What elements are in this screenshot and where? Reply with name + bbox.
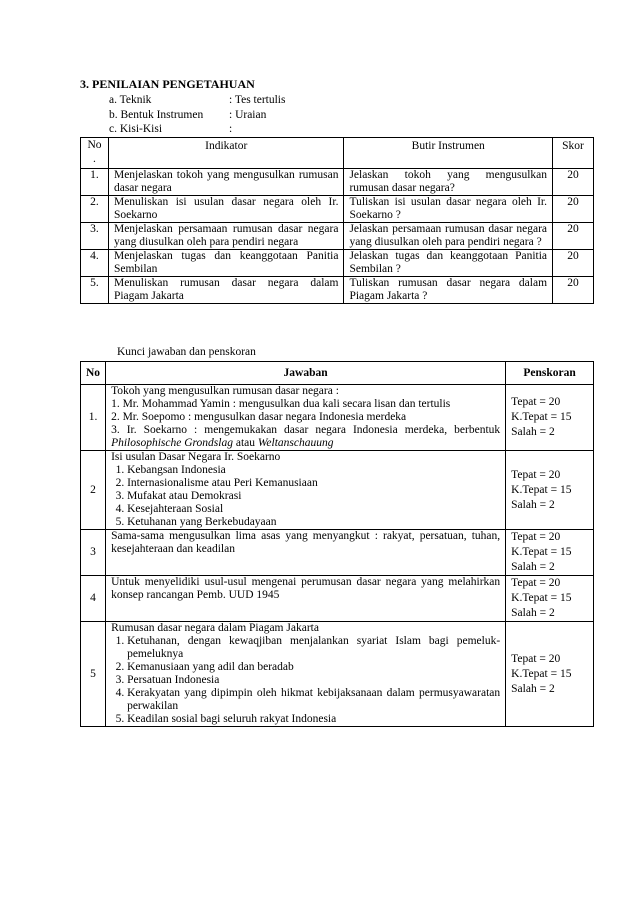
row-butir: Jelaskan tugas dan keanggotaan Panitia Sembilan ? [344,250,553,277]
row-no: 2. [81,196,109,223]
list-item: 2. Internasionalisme atau Peri Kemanusiaan [127,477,500,490]
score-ktepat: K.Tepat = 15 [511,483,572,496]
score-tepat: Tepat = 20 [511,577,561,589]
answer-line: 2. Mr. Soepomo : mengusulkan dasar negara Indonesia merdeka [111,411,407,423]
score-ktepat: K.Tepat = 15 [511,667,572,680]
answer-list [111,464,500,529]
header-no: No [81,362,106,385]
assessment-meta [109,93,285,137]
meta-kisi-kisi [109,122,285,137]
answer-line-text: 3. Ir. Soekarno : mengemukakan dasar negara Indonesia merdeka, berbentuk [111,424,501,436]
row-no: 5. [81,277,109,304]
row-no: 4. [81,250,109,277]
score-tepat: Tepat = 20 [511,468,561,481]
answer-lead: Tokoh yang mengusulkan rumusan dasar negara : [111,385,339,397]
list-item: 4. Kerakyatan yang dipimpin oleh hikmat kebijaksanaan dalam permusyawaratan perwakilan [127,687,500,713]
list-item: 4. Kesejahteraan Sosial [127,503,500,516]
row-penskoran [506,451,594,530]
table-row [81,451,594,530]
meta-teknik [109,93,285,108]
row-jawaban [106,530,506,576]
meta-key: c. Kisi-Kisi [109,123,163,135]
score-ktepat: K.Tepat = 15 [511,592,572,604]
row-indikator: Menuliskan rumusan dasar negara dalam Piagam Jakarta [108,277,343,304]
table-row [81,223,594,250]
answer-list [111,635,500,726]
kunci-jawaban-table [80,361,594,727]
row-butir: Tuliskan rumusan dasar negara dalam Piagam Jakarta ? [344,277,553,304]
row-no: 4 [81,576,106,622]
answer-text: Sama-sama mengusulkan lima asas yang menyangkut : rakyat, persatuan, tuhan, kesejahteraan dan keadilan [111,530,501,555]
score-ktepat: K.Tepat = 15 [511,411,572,423]
score-tepat: Tepat = 20 [511,652,561,665]
answer-text: Untuk menyelidiki usul-usul mengenai perumusan dasar negara yang melahirkan konsep rancangan Pemb. UUD 1945 [111,576,501,601]
table-header-row [81,138,594,169]
row-no: 2 [81,451,106,530]
row-penskoran [506,385,594,451]
score-salah: Salah = 2 [511,498,555,511]
list-item: 2. Kemanusiaan yang adil dan beradab [127,661,500,674]
meta-value: : [229,123,233,135]
row-indikator: Menuliskan isi usulan dasar negara oleh Ir. Soekarno [108,196,343,223]
row-indikator: Menjelaskan tokoh yang mengusulkan rumusan dasar negara [108,169,343,196]
table-row [81,576,594,622]
kisi-kisi-table [80,137,594,304]
row-indikator: Menjelaskan tugas dan keanggotaan Panitia Sembilan [108,250,343,277]
row-no: 1. [81,385,106,451]
list-item: 1. Ketuhanan, dengan kewaqjiban menjalankan syariat Islam bagi pemeluk-pemeluknya [127,635,500,661]
row-skor: 20 [553,196,594,223]
row-skor: 20 [553,223,594,250]
row-penskoran [506,622,594,727]
score-tepat: Tepat = 20 [511,531,561,543]
row-indikator: Menjelaskan persamaan rumusan dasar negara yang diusulkan oleh para pendiri negara [108,223,343,250]
list-item: 1. Kebangsan Indonesia [127,464,500,477]
row-butir: Tuliskan isi usulan dasar negara oleh Ir. Soekarno ? [344,196,553,223]
score-salah: Salah = 2 [511,426,555,438]
header-penskoran: Penskoran [506,362,594,385]
kunci-label: Kunci jawaban dan penskoran [117,346,256,358]
list-item: 3. Persatuan Indonesia [127,674,500,687]
table-header-row [81,362,594,385]
row-penskoran [506,530,594,576]
row-no: 3 [81,530,106,576]
score-salah: Salah = 2 [511,607,555,619]
table-row [81,250,594,277]
list-item: 3. Mufakat atau Demokrasi [127,490,500,503]
section-title: 3. PENILAIAN PENGETAHUAN [80,77,255,91]
header-no: No . [81,138,109,169]
answer-line [111,424,500,450]
header-butir: Butir Instrumen [344,138,553,169]
table-row [81,277,594,304]
meta-key: a. Teknik [109,94,152,106]
row-jawaban [106,451,506,530]
row-skor: 20 [553,277,594,304]
answer-lead: Isi usulan Dasar Negara Ir. Soekarno [111,451,281,463]
meta-key: b. Bentuk Instrumen [109,108,204,121]
row-penskoran [506,576,594,622]
meta-value: : Tes tertulis [229,94,286,106]
row-jawaban [106,385,506,451]
row-skor: 20 [553,250,594,277]
row-no: 5 [81,622,106,727]
list-item: 5. Ketuhanan yang Berkebudayaan [127,516,500,529]
answer-line: 1. Mr. Mohammad Yamin : mengusulkan dua kali secara lisan dan tertulis [111,398,451,410]
answer-italic: Weltanschauung [257,437,334,449]
table-row [81,169,594,196]
row-no: 1. [81,169,109,196]
row-butir: Jelaskan persamaan rumusan dasar negara yang diusulkan oleh para pendiri negara ? [344,223,553,250]
table-row [81,622,594,727]
list-item: 5. Keadilan sosial bagi seluruh rakyat Indonesia [127,713,500,726]
table-row [81,530,594,576]
answer-italic: Philosophische Grondslag [111,437,233,449]
meta-bentuk-instrumen [109,108,285,123]
row-butir: Jelaskan tokoh yang mengusulkan rumusan dasar negara? [344,169,553,196]
score-tepat: Tepat = 20 [511,396,561,408]
meta-value: : Uraian [229,108,267,121]
row-jawaban [106,622,506,727]
header-skor: Skor [553,138,594,169]
table-row [81,196,594,223]
score-salah: Salah = 2 [511,561,555,573]
table-row [81,385,594,451]
score-salah: Salah = 2 [511,682,555,695]
score-ktepat: K.Tepat = 15 [511,546,572,558]
answer-lead: Rumusan dasar negara dalam Piagam Jakarta [111,622,319,634]
row-skor: 20 [553,169,594,196]
answer-connector: atau [232,437,258,449]
header-jawaban: Jawaban [106,362,506,385]
row-jawaban [106,576,506,622]
header-indikator: Indikator [108,138,343,169]
row-no: 3. [81,223,109,250]
